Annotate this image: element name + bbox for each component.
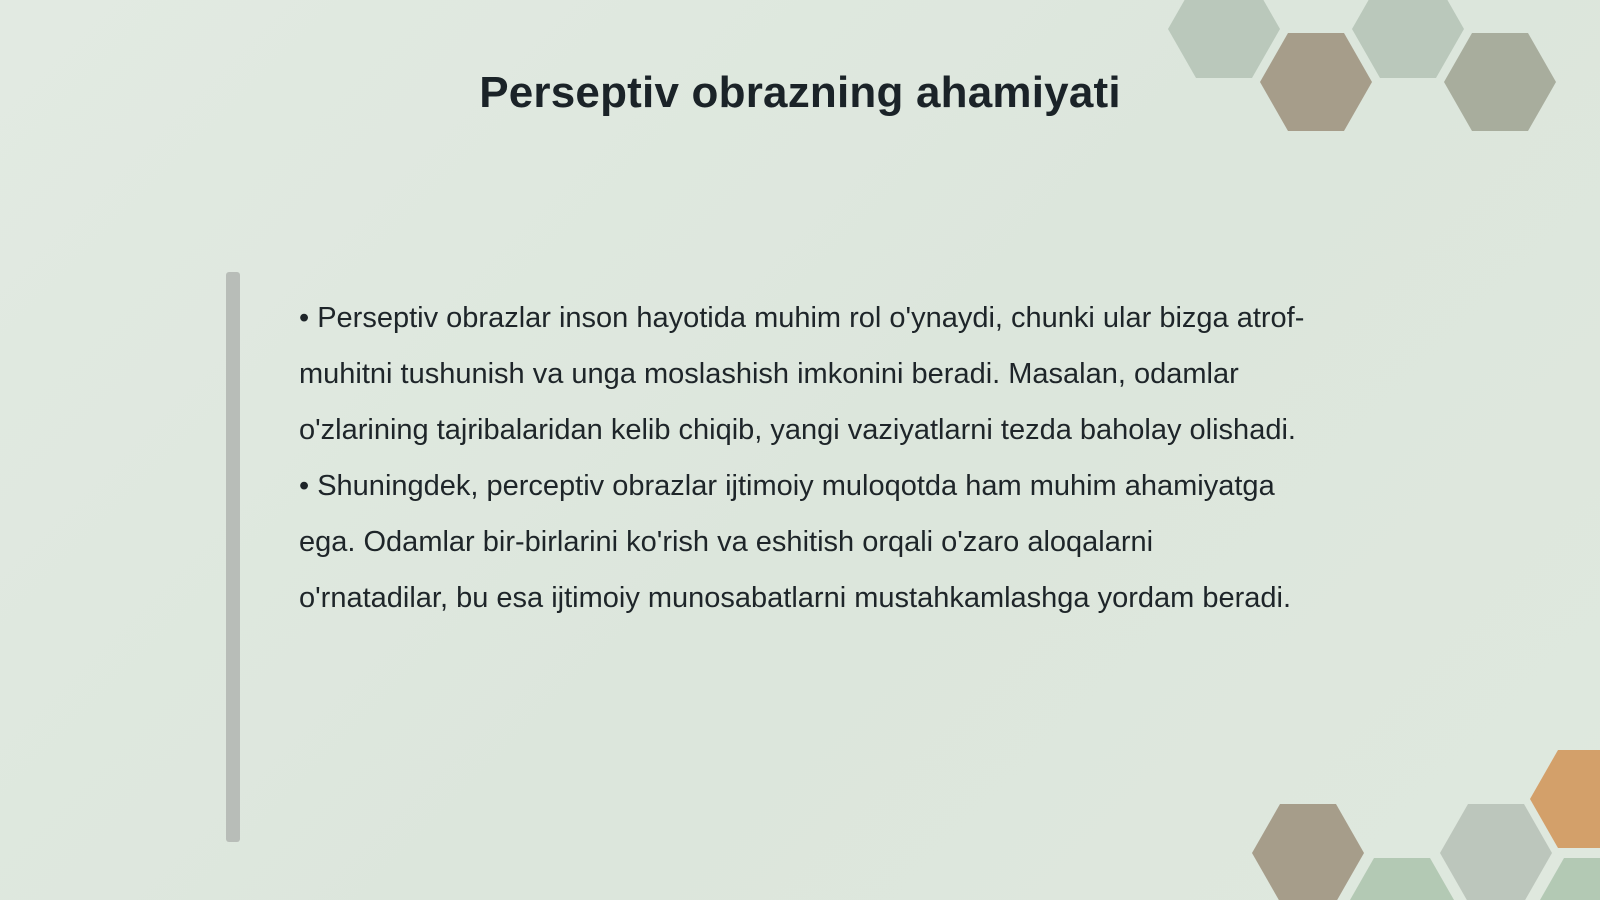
bullet-paragraph: • Perseptiv obrazlar inson hayotida muhim rol o'ynaydi, chunki ular bizga atrof-muhitni tushunish va unga moslashish imkonini beradi. Masalan, odamlar o'zlarining tajribalaridan kelib chiqib, yangi vaziyatlarni tezda baholay olishadi.	[299, 302, 1305, 446]
decorative-hexagon	[1440, 804, 1552, 900]
decorative-hexagon	[1168, 0, 1280, 78]
decorative-hexagon	[1252, 804, 1364, 900]
accent-bar	[226, 272, 240, 842]
bullet-paragraph: • Shuningdek, perceptiv obrazlar ijtimoiy muloqotda ham muhim ahamiyatga ega. Odamlar bir-birlarini ko'rish va eshitish orqali o'zaro aloqalarni o'rnatadilar, bu esa ijtimoiy munosabatlarni mustahkamlashga yordam beradi.	[299, 470, 1292, 614]
slide-title: Perseptiv obrazning ahamiyati	[479, 68, 1121, 117]
decorative-hexagon	[1346, 858, 1458, 900]
decorative-hexagon	[1536, 858, 1600, 900]
decorative-hexagon	[1352, 0, 1464, 78]
slide-body	[299, 290, 1309, 626]
